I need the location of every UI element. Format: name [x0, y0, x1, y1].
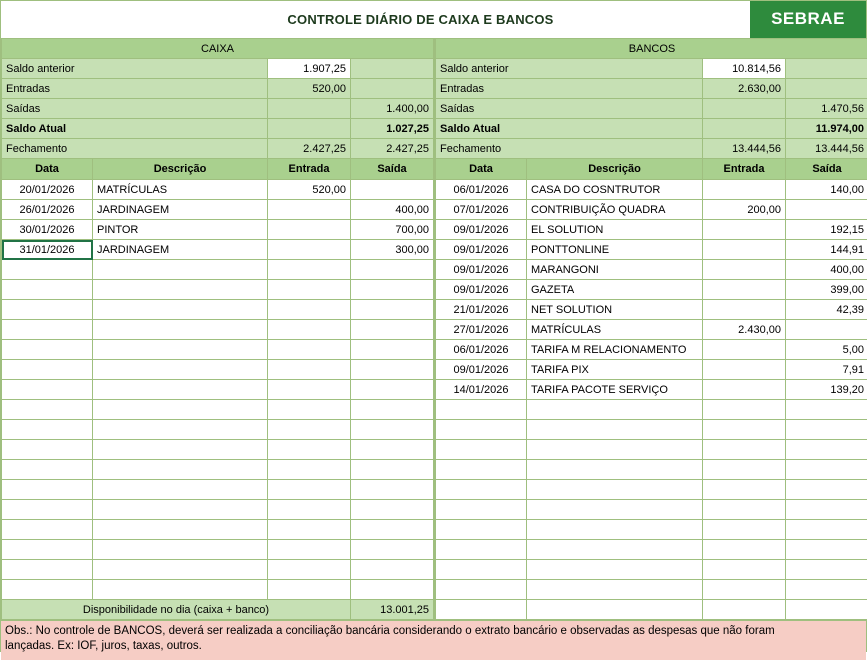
bancos-cell-saida[interactable]	[786, 520, 867, 540]
bancos-column-header-saida: Saída	[786, 159, 867, 180]
bancos-cell-saida[interactable]	[786, 600, 867, 620]
caixa-cell-saida[interactable]	[351, 340, 434, 360]
bancos-cell-date[interactable]	[436, 580, 527, 600]
caixa-cell-description[interactable]: PINTOR	[93, 220, 268, 240]
table-row	[2, 240, 434, 260]
caixa-cell-entrada[interactable]	[268, 260, 351, 280]
caixa-cell-date[interactable]	[2, 400, 93, 420]
page-header	[1, 1, 866, 38]
sebrae-logo-text: SEBRAE	[771, 9, 845, 29]
bancos-cell-saida[interactable]	[786, 440, 867, 460]
table-row	[2, 320, 434, 340]
observation-line-2: lançadas. Ex: IOF, juros, taxas, outros.	[5, 639, 862, 654]
caixa-cell-entrada[interactable]	[268, 460, 351, 480]
bancos-column-header-date: Data	[436, 159, 527, 180]
bancos-cell-description[interactable]	[527, 460, 703, 480]
caixa-cell-description[interactable]: MATRÍCULAS	[93, 180, 268, 200]
table-row	[436, 320, 867, 340]
caixa-cell-description[interactable]	[93, 300, 268, 320]
bancos-cell-saida[interactable]	[786, 460, 867, 480]
panel-caixa	[1, 38, 434, 620]
bancos-cell-date[interactable]	[436, 460, 527, 480]
caixa-cell-date[interactable]: 30/01/2026	[2, 220, 93, 240]
table-row	[2, 420, 434, 440]
table-row	[436, 260, 867, 280]
bancos-summary-value-1[interactable]	[703, 99, 786, 119]
bancos-cell-saida[interactable]	[786, 420, 867, 440]
table-row	[436, 200, 867, 220]
bancos-summary-row	[436, 139, 867, 159]
bancos-cell-saida[interactable]: 5,00	[786, 340, 867, 360]
caixa-cell-date[interactable]	[2, 580, 93, 600]
caixa-cell-description[interactable]: JARDINAGEM	[93, 200, 268, 220]
observation-line-1: Obs.: No controle de BANCOS, deverá ser realizada a conciliação bancária considerando o extrato bancário e observadas as despesas que não foram	[5, 624, 862, 639]
bancos-cell-entrada[interactable]	[703, 340, 786, 360]
caixa-summary-value-1[interactable]	[268, 119, 351, 139]
bancos-cell-saida[interactable]: 400,00	[786, 260, 867, 280]
caixa-cell-description[interactable]	[93, 480, 268, 500]
bancos-cell-date[interactable]: 07/01/2026	[436, 200, 527, 220]
table-row	[2, 340, 434, 360]
caixa-cell-description[interactable]	[93, 520, 268, 540]
bancos-summary-value-2[interactable]	[786, 79, 867, 99]
caixa-cell-entrada[interactable]	[268, 360, 351, 380]
caixa-summary-row	[2, 99, 434, 119]
bancos-cell-entrada[interactable]	[703, 520, 786, 540]
caixa-summary-value-1[interactable]	[268, 99, 351, 119]
bancos-cell-saida[interactable]	[786, 400, 867, 420]
caixa-cell-entrada[interactable]	[268, 280, 351, 300]
table-row	[436, 380, 867, 400]
bancos-column-header-entrada: Entrada	[703, 159, 786, 180]
bancos-cell-description[interactable]: NET SOLUTION	[527, 300, 703, 320]
bancos-cell-date[interactable]	[436, 440, 527, 460]
caixa-cell-date[interactable]	[2, 300, 93, 320]
bancos-cell-saida[interactable]: 42,39	[786, 300, 867, 320]
bancos-summary-row	[436, 99, 867, 119]
caixa-cell-saida[interactable]	[351, 280, 434, 300]
caixa-cell-date[interactable]	[2, 380, 93, 400]
caixa-cell-entrada[interactable]	[268, 320, 351, 340]
caixa-cell-saida[interactable]	[351, 300, 434, 320]
caixa-cell-date[interactable]	[2, 320, 93, 340]
caixa-cell-description[interactable]	[93, 440, 268, 460]
bancos-cell-date[interactable]: 09/01/2026	[436, 240, 527, 260]
caixa-cell-entrada[interactable]	[268, 200, 351, 220]
table-row	[436, 180, 867, 200]
bancos-cell-entrada[interactable]	[703, 540, 786, 560]
bancos-cell-entrada[interactable]	[703, 480, 786, 500]
bancos-summary-value-2[interactable]: 1.470,56	[786, 99, 867, 119]
bancos-cell-entrada[interactable]	[703, 360, 786, 380]
caixa-cell-date[interactable]	[2, 520, 93, 540]
bancos-summary-row	[436, 79, 867, 99]
bancos-cell-date[interactable]: 09/01/2026	[436, 220, 527, 240]
caixa-cell-date[interactable]	[2, 500, 93, 520]
caixa-cell-entrada[interactable]	[268, 340, 351, 360]
bancos-column-header-row	[436, 159, 867, 180]
caixa-summary-row	[2, 119, 434, 139]
caixa-cell-saida[interactable]	[351, 400, 434, 420]
bancos-cell-description[interactable]	[527, 600, 703, 620]
bancos-summary-label: Saldo Atual	[436, 119, 703, 139]
caixa-cell-entrada[interactable]	[268, 540, 351, 560]
caixa-cell-entrada[interactable]	[268, 480, 351, 500]
bancos-cell-date[interactable]	[436, 540, 527, 560]
table-row	[436, 560, 867, 580]
caixa-cell-entrada[interactable]	[268, 500, 351, 520]
bancos-cell-saida[interactable]: 7,91	[786, 360, 867, 380]
bancos-summary-value-2[interactable]: 13.444,56	[786, 139, 867, 159]
caixa-summary-label: Saldo anterior	[2, 59, 268, 79]
bancos-cell-entrada[interactable]	[703, 180, 786, 200]
caixa-cell-saida[interactable]	[351, 260, 434, 280]
table-row	[2, 540, 434, 560]
table-row	[2, 520, 434, 540]
caixa-cell-description[interactable]	[93, 560, 268, 580]
table-row	[436, 520, 867, 540]
caixa-cell-entrada[interactable]	[268, 400, 351, 420]
caixa-cell-description[interactable]	[93, 380, 268, 400]
bancos-cell-entrada[interactable]	[703, 380, 786, 400]
bancos-cell-saida[interactable]	[786, 200, 867, 220]
caixa-table	[1, 38, 434, 620]
bancos-section-title-row	[436, 39, 867, 59]
caixa-cell-date[interactable]	[2, 540, 93, 560]
bancos-cell-saida[interactable]	[786, 580, 867, 600]
bancos-cell-entrada[interactable]	[703, 400, 786, 420]
caixa-cell-description[interactable]	[93, 580, 268, 600]
caixa-cell-date[interactable]: 26/01/2026	[2, 200, 93, 220]
table-row	[436, 360, 867, 380]
caixa-cell-saida[interactable]	[351, 380, 434, 400]
bancos-cell-saida[interactable]	[786, 500, 867, 520]
caixa-cell-description[interactable]	[93, 420, 268, 440]
caixa-total-value[interactable]: 13.001,25	[351, 600, 434, 620]
bancos-summary-label: Fechamento	[436, 139, 703, 159]
caixa-summary-value-1[interactable]: 520,00	[268, 79, 351, 99]
bancos-cell-description[interactable]	[527, 400, 703, 420]
bancos-cell-description[interactable]: MATRÍCULAS	[527, 320, 703, 340]
bancos-summary-row	[436, 59, 867, 79]
table-row	[2, 400, 434, 420]
bancos-cell-date[interactable]: 06/01/2026	[436, 180, 527, 200]
bancos-cell-description[interactable]	[527, 420, 703, 440]
bancos-cell-entrada[interactable]	[703, 440, 786, 460]
bancos-cell-date[interactable]	[436, 480, 527, 500]
bancos-table	[435, 38, 867, 620]
table-row	[436, 540, 867, 560]
bancos-summary-label: Entradas	[436, 79, 703, 99]
table-row	[436, 460, 867, 480]
bancos-cell-saida[interactable]: 399,00	[786, 280, 867, 300]
caixa-summary-value-2[interactable]	[351, 59, 434, 79]
bancos-cell-description[interactable]: GAZETA	[527, 280, 703, 300]
table-row	[436, 340, 867, 360]
caixa-summary-value-2[interactable]: 1.400,00	[351, 99, 434, 119]
caixa-cell-description[interactable]	[93, 280, 268, 300]
bancos-cell-entrada[interactable]	[703, 300, 786, 320]
panel-bancos	[434, 38, 867, 620]
caixa-summary-value-1[interactable]: 1.907,25	[268, 59, 351, 79]
bancos-cell-entrada[interactable]	[703, 280, 786, 300]
bancos-summary-value-2[interactable]	[786, 59, 867, 79]
bancos-cell-description[interactable]	[527, 480, 703, 500]
caixa-cell-saida[interactable]: 400,00	[351, 200, 434, 220]
table-row	[2, 300, 434, 320]
caixa-total-row	[2, 600, 434, 620]
table-row	[2, 560, 434, 580]
bancos-cell-date[interactable]: 21/01/2026	[436, 300, 527, 320]
table-row	[436, 440, 867, 460]
caixa-summary-value-2[interactable]: 1.027,25	[351, 119, 434, 139]
caixa-cell-saida[interactable]	[351, 420, 434, 440]
bancos-summary-value-1[interactable]: 2.630,00	[703, 79, 786, 99]
bancos-cell-description[interactable]: TARIFA PACOTE SERVIÇO	[527, 380, 703, 400]
bancos-cell-saida[interactable]	[786, 480, 867, 500]
bancos-cell-saida[interactable]: 140,00	[786, 180, 867, 200]
caixa-cell-date[interactable]	[2, 480, 93, 500]
caixa-cell-saida[interactable]	[351, 460, 434, 480]
bancos-cell-description[interactable]: TARIFA M RELACIONAMENTO	[527, 340, 703, 360]
caixa-summary-row	[2, 59, 434, 79]
observation-note	[1, 620, 866, 660]
caixa-cell-entrada[interactable]	[268, 240, 351, 260]
bancos-cell-entrada[interactable]	[703, 580, 786, 600]
bancos-cell-entrada[interactable]	[703, 220, 786, 240]
table-row	[436, 300, 867, 320]
bancos-cell-entrada[interactable]	[703, 560, 786, 580]
bancos-cell-entrada[interactable]	[703, 460, 786, 480]
bancos-cell-description[interactable]: TARIFA PIX	[527, 360, 703, 380]
table-row	[2, 480, 434, 500]
caixa-cell-description[interactable]	[93, 340, 268, 360]
bancos-cell-entrada[interactable]: 200,00	[703, 200, 786, 220]
caixa-cell-entrada[interactable]	[268, 520, 351, 540]
caixa-cell-description[interactable]	[93, 260, 268, 280]
caixa-cell-entrada[interactable]	[268, 580, 351, 600]
table-row	[436, 500, 867, 520]
table-row	[436, 420, 867, 440]
table-row	[436, 220, 867, 240]
caixa-cell-saida[interactable]	[351, 440, 434, 460]
caixa-summary-value-2[interactable]	[351, 79, 434, 99]
caixa-cell-saida[interactable]: 700,00	[351, 220, 434, 240]
bancos-cell-date[interactable]	[436, 420, 527, 440]
table-row	[2, 440, 434, 460]
table-row	[2, 460, 434, 480]
panels-container	[1, 38, 867, 620]
bancos-column-header-description: Descrição	[527, 159, 703, 180]
bancos-cell-saida[interactable]: 192,15	[786, 220, 867, 240]
table-row	[2, 180, 434, 200]
caixa-cell-date[interactable]: 20/01/2026	[2, 180, 93, 200]
bancos-cell-description[interactable]	[527, 540, 703, 560]
bancos-cell-description[interactable]	[527, 560, 703, 580]
caixa-total-label: Disponibilidade no dia (caixa + banco)	[2, 600, 351, 620]
caixa-cell-description[interactable]	[93, 360, 268, 380]
caixa-cell-entrada[interactable]	[268, 420, 351, 440]
bancos-cell-date[interactable]	[436, 560, 527, 580]
caixa-cell-date[interactable]	[2, 420, 93, 440]
bancos-cell-date[interactable]: 14/01/2026	[436, 380, 527, 400]
caixa-cell-date[interactable]	[2, 440, 93, 460]
caixa-cell-date[interactable]	[2, 340, 93, 360]
caixa-cell-date[interactable]	[2, 460, 93, 480]
caixa-cell-saida[interactable]	[351, 500, 434, 520]
caixa-summary-value-1[interactable]: 2.427,25	[268, 139, 351, 159]
bancos-cell-entrada[interactable]	[703, 260, 786, 280]
caixa-cell-entrada[interactable]	[268, 440, 351, 460]
bancos-cell-date[interactable]	[436, 400, 527, 420]
bancos-cell-saida[interactable]: 144,91	[786, 240, 867, 260]
caixa-column-header-description: Descrição	[93, 159, 268, 180]
table-row	[2, 380, 434, 400]
bancos-cell-description[interactable]	[527, 520, 703, 540]
caixa-summary-value-2[interactable]: 2.427,25	[351, 139, 434, 159]
bancos-summary-label: Saídas	[436, 99, 703, 119]
caixa-cell-saida[interactable]	[351, 580, 434, 600]
bancos-summary-row	[436, 119, 867, 139]
caixa-column-header-row	[2, 159, 434, 180]
bancos-cell-date[interactable]	[436, 500, 527, 520]
caixa-cell-description[interactable]	[93, 320, 268, 340]
bancos-cell-description[interactable]	[527, 580, 703, 600]
table-row	[2, 260, 434, 280]
caixa-cell-saida[interactable]	[351, 360, 434, 380]
bancos-cell-description[interactable]: CASA DO COSNTRUTOR	[527, 180, 703, 200]
caixa-cell-saida[interactable]: 300,00	[351, 240, 434, 260]
bancos-cell-entrada[interactable]	[703, 600, 786, 620]
bancos-cell-description[interactable]: PONTTONLINE	[527, 240, 703, 260]
caixa-cell-entrada[interactable]	[268, 220, 351, 240]
caixa-section-title: CAIXA	[2, 39, 434, 59]
bancos-cell-description[interactable]: EL SOLUTION	[527, 220, 703, 240]
caixa-cell-description[interactable]	[93, 460, 268, 480]
table-row	[436, 600, 867, 620]
caixa-summary-row	[2, 139, 434, 159]
sebrae-logo	[750, 1, 866, 38]
caixa-column-header-saida: Saída	[351, 159, 434, 180]
bancos-cell-date[interactable]	[436, 520, 527, 540]
page-title: CONTROLE DIÁRIO DE CAIXA E BANCOS	[1, 12, 750, 27]
caixa-cell-description[interactable]	[93, 540, 268, 560]
bancos-summary-value-2[interactable]: 11.974,00	[786, 119, 867, 139]
caixa-cell-description[interactable]	[93, 500, 268, 520]
table-row	[436, 400, 867, 420]
bancos-summary-value-1[interactable]	[703, 119, 786, 139]
bancos-cell-saida[interactable]	[786, 560, 867, 580]
caixa-column-header-entrada: Entrada	[268, 159, 351, 180]
bancos-summary-value-1[interactable]: 13.444,56	[703, 139, 786, 159]
bancos-cell-entrada[interactable]	[703, 420, 786, 440]
caixa-cell-saida[interactable]	[351, 520, 434, 540]
caixa-cell-saida[interactable]	[351, 540, 434, 560]
caixa-summary-row	[2, 79, 434, 99]
bancos-cell-date[interactable]: 09/01/2026	[436, 280, 527, 300]
caixa-cell-saida[interactable]	[351, 560, 434, 580]
bancos-cell-saida[interactable]	[786, 320, 867, 340]
caixa-section-title-row	[2, 39, 434, 59]
caixa-summary-label: Saídas	[2, 99, 268, 119]
table-row	[436, 240, 867, 260]
caixa-cell-date[interactable]: 31/01/2026	[2, 240, 93, 260]
table-row	[2, 200, 434, 220]
table-row	[436, 580, 867, 600]
bancos-summary-value-1[interactable]: 10.814,56	[703, 59, 786, 79]
bancos-cell-saida[interactable]	[786, 540, 867, 560]
caixa-cell-saida[interactable]	[351, 480, 434, 500]
bancos-cell-date[interactable]: 09/01/2026	[436, 260, 527, 280]
bancos-cell-date[interactable]: 09/01/2026	[436, 360, 527, 380]
bancos-cell-date[interactable]: 06/01/2026	[436, 340, 527, 360]
caixa-summary-label: Entradas	[2, 79, 268, 99]
table-row	[2, 280, 434, 300]
bancos-cell-entrada[interactable]	[703, 240, 786, 260]
caixa-summary-label: Saldo Atual	[2, 119, 268, 139]
table-row	[436, 480, 867, 500]
caixa-cell-description[interactable]: JARDINAGEM	[93, 240, 268, 260]
bancos-section-title: BANCOS	[436, 39, 867, 59]
bancos-cell-date[interactable]: 27/01/2026	[436, 320, 527, 340]
caixa-cell-entrada[interactable]	[268, 560, 351, 580]
table-row	[2, 220, 434, 240]
bancos-cell-entrada[interactable]: 2.430,00	[703, 320, 786, 340]
table-row	[2, 580, 434, 600]
caixa-cell-date[interactable]	[2, 280, 93, 300]
bancos-cell-saida[interactable]: 139,20	[786, 380, 867, 400]
caixa-column-header-date: Data	[2, 159, 93, 180]
bancos-cell-description[interactable]	[527, 500, 703, 520]
bancos-cell-description[interactable]: MARANGONI	[527, 260, 703, 280]
caixa-cell-saida[interactable]	[351, 320, 434, 340]
caixa-summary-label: Fechamento	[2, 139, 268, 159]
bancos-summary-label: Saldo anterior	[436, 59, 703, 79]
caixa-cell-description[interactable]	[93, 400, 268, 420]
table-row	[2, 500, 434, 520]
bancos-cell-entrada[interactable]	[703, 500, 786, 520]
caixa-cell-date[interactable]	[2, 260, 93, 280]
caixa-cell-date[interactable]	[2, 360, 93, 380]
bancos-cell-date[interactable]	[436, 600, 527, 620]
caixa-cell-entrada[interactable]	[268, 300, 351, 320]
bancos-cell-description[interactable]: CONTRIBUIÇÃO QUADRA	[527, 200, 703, 220]
table-row	[436, 280, 867, 300]
caixa-cell-entrada[interactable]: 520,00	[268, 180, 351, 200]
table-row	[2, 360, 434, 380]
bancos-cell-description[interactable]	[527, 440, 703, 460]
caixa-cell-date[interactable]	[2, 560, 93, 580]
caixa-cell-entrada[interactable]	[268, 380, 351, 400]
caixa-cell-saida[interactable]	[351, 180, 434, 200]
